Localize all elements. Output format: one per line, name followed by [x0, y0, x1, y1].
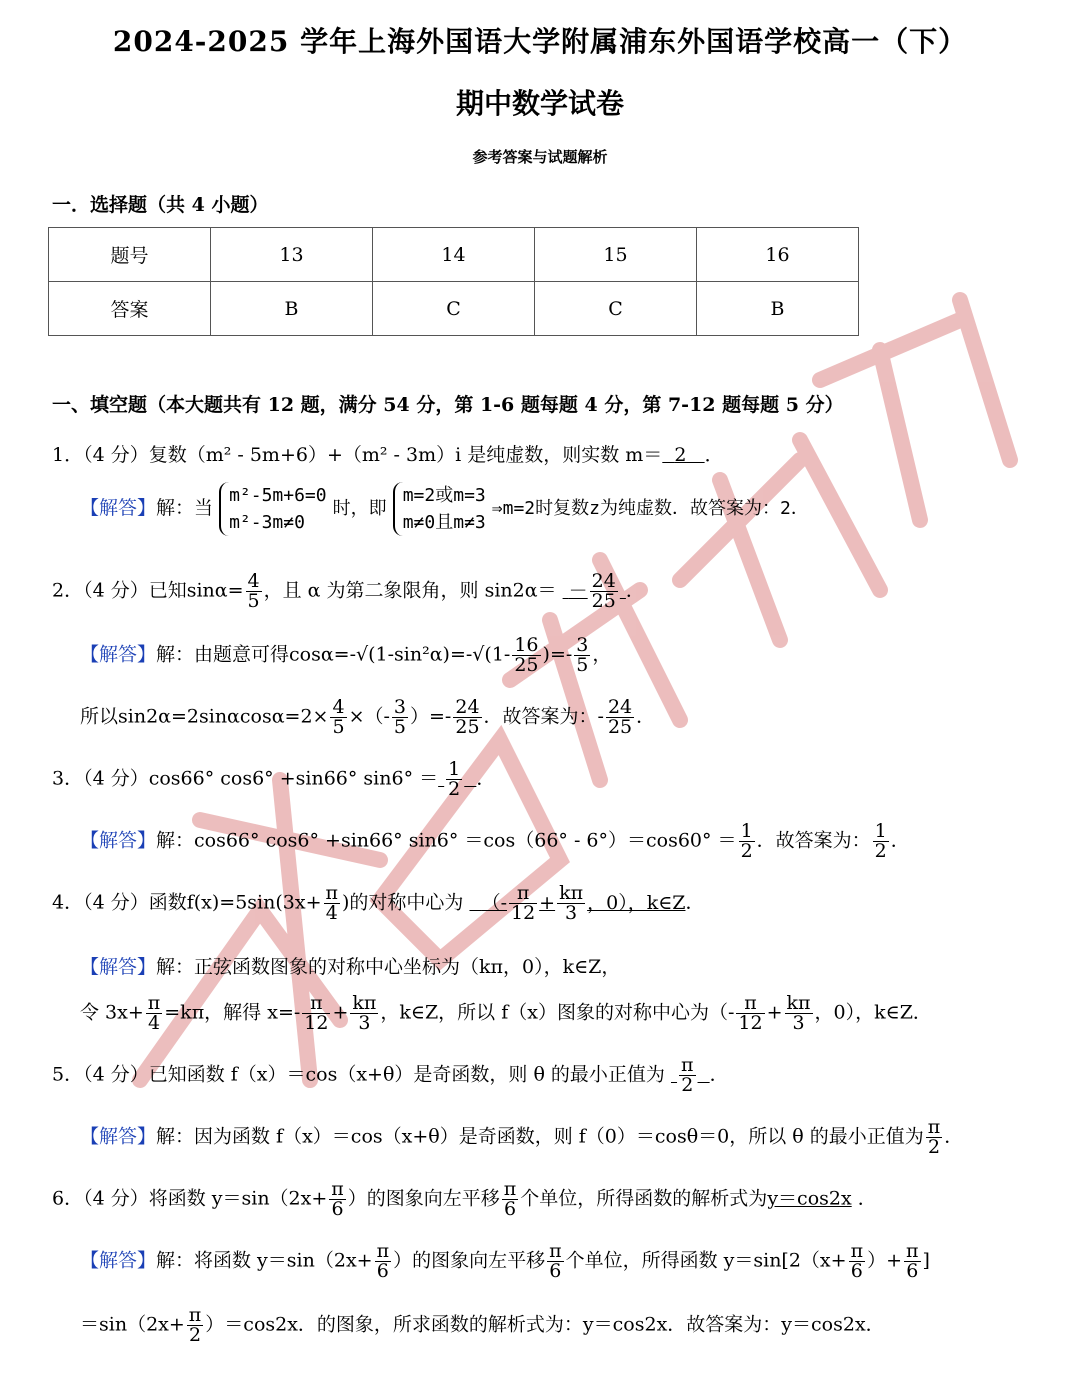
question-6: 6．（4 分）将函数 y＝sin（2x+ $\frac{\pi}{6}$ ）的图象向左平移 $\frac{\pi}{6}$ 个单位，所得函数的解析式为y＝cos2x ． [52, 1178, 877, 1220]
table-row [49, 228, 859, 282]
table-cell: C [373, 282, 535, 336]
solution-label: 【解答】 [80, 1125, 157, 1148]
question-answer: － $\frac{24}{25}$ [568, 570, 616, 612]
fraction: $\frac{4}{5}$ [332, 696, 345, 738]
solution-label: 【解答】 [80, 643, 157, 666]
section-heading-fill: 一、填空题（本大题共有 12 题，满分 54 分，第 1-6 题每题 4 分，第 7-12 题每题 5 分） [52, 394, 844, 416]
answer-table [48, 227, 859, 336]
table-row [49, 282, 859, 336]
solution-text: )=- [542, 643, 573, 666]
solution-label: 【解答】 [80, 497, 157, 519]
fraction: $\frac{1}{2}$ [874, 820, 887, 862]
equation-system: m²-5m+6=0 m²-3m≠0 [219, 482, 327, 536]
solution-text: ．故答案为： [756, 829, 871, 852]
fraction: $\frac{\pi}{2}$ [188, 1304, 202, 1346]
fraction: $\frac{3}{5}$ [393, 696, 407, 738]
fraction: $\frac{3}{5}$ [576, 634, 589, 676]
solution-4-cont: 令 3x+ $\frac{\pi}{4}$ =kπ，解得 x=- $\frac{\pi}{12}$ + $\frac{k\pi}{3}$ ，k∈Z，所以 f（x）图象的对称中心为（- $\frac{\pi}{12}$ + $\frac{k\pi}{3}$ ，0），k∈Z． [80, 992, 932, 1034]
question-text: 3．（4 分）cos66° cos6° +sin66° sin6° ＝ [52, 767, 439, 790]
solution-text: =kπ，解得 x=- [164, 1001, 301, 1024]
fraction: $\frac{\pi}{6}$ [503, 1178, 517, 1220]
solution-text: ．故答案为：- [483, 705, 604, 728]
table-cell: 题号 [49, 228, 211, 282]
table-cell: 16 [697, 228, 859, 282]
question-4: 4．（4 分）函数f(x)=5sin(3x+ $\frac{\pi}{4}$ )的对称中心为 （- $\frac{\pi}{12}$ + $\frac{k\pi}{3}$ ，0），k∈Z． [52, 882, 705, 924]
table-cell: 14 [373, 228, 535, 282]
solution-text: ，k∈Z，所以 f（x）图象的对称中心为（- [380, 1001, 735, 1024]
fraction: $\frac{4}{5}$ [247, 570, 260, 612]
fraction: $\frac{\pi}{2}$ [927, 1116, 941, 1158]
solution-label: 【解答】 [80, 1249, 157, 1272]
fraction: $\frac{k\pi}{3}$ [786, 992, 811, 1034]
fraction: $\frac{\pi}{12}$ [304, 992, 329, 1034]
solution-4 [80, 952, 620, 979]
page-title: 2024-2025 学年上海外国语大学附属浦东外国语学校高一（下） [112, 25, 968, 58]
table-cell: C [535, 282, 697, 336]
solution-6: 【解答】解：将函数 y＝sin（2x+ $\frac{\pi}{6}$ ）的图象向左平移 $\frac{\pi}{6}$ 个单位，所得函数 y＝sin[2（x+ $\frac{\pi}{6}$ ）+ $\frac{\pi}{6}$ ] [80, 1240, 930, 1282]
question-answer: 2 [674, 444, 687, 466]
question-text: 2．（4 分）已知sinα= [52, 579, 244, 602]
table-cell: 13 [211, 228, 373, 282]
fraction: $\frac{24}{25}$ [455, 696, 480, 738]
solution-text: ＝sin（2x+ [80, 1313, 185, 1336]
solution-text: 解：因为函数 f（x）＝cos（x+θ）是奇函数，则 f（0）＝cosθ＝0，所以 θ 的最小正值为 [156, 1125, 924, 1148]
equation-system: m=2或m=3 m≠0且m≠3 [393, 482, 486, 536]
fraction: $\frac{\pi}{6}$ [850, 1240, 864, 1282]
solution-1 [80, 482, 809, 536]
solution-3: 【解答】解：cos66° cos6° +sin66° sin6° ＝cos（66° - 6°）＝cos60° ＝ $\frac{1}{2}$ ．故答案为： $\frac{1}{2}$ ． [80, 820, 910, 862]
question-text: ）的图象向左平移 [347, 1187, 500, 1210]
solution-5: 【解答】解：因为函数 f（x）＝cos（x+θ）是奇函数，则 f（0）＝cosθ＝0，所以 θ 的最小正值为 $\frac{\pi}{2}$ ． [80, 1116, 964, 1158]
solution-text: 解：正弦函数图象的对称中心坐标为（kπ，0），k∈Z， [156, 956, 621, 978]
question-answer: （- $\frac{\pi}{12}$ + $\frac{k\pi}{3}$ ，0），k∈Z [481, 882, 686, 924]
fraction: $\frac{\pi}{6}$ [331, 1178, 344, 1220]
fraction: $\frac{\pi}{6}$ [376, 1240, 390, 1282]
fraction: $\frac{\pi}{12}$ [738, 992, 763, 1034]
solution-text: ）+ [867, 1249, 902, 1272]
fraction: $\frac{\pi}{6}$ [549, 1240, 562, 1282]
table-cell: B [211, 282, 373, 336]
question-answer: $\frac{\pi}{2}$ [681, 1054, 694, 1096]
solution-text: 解：由题意可得cosα=-√(1-sin²α)=-√(1- [156, 643, 511, 666]
solution-text: 解：cos66° cos6° +sin66° sin6° ＝cos（66° - 6°）＝cos60° ＝ [156, 829, 737, 852]
solution-text: 解：将函数 y＝sin（2x+ [156, 1249, 373, 1272]
fraction: $\frac{k\pi}{3}$ [352, 992, 377, 1034]
question-5: 5．（4 分）已知函数 f（x）＝cos（x+θ）是奇函数，则 θ 的最小正值为 $\frac{\pi}{2}$ ． [52, 1054, 729, 1096]
fraction: $\frac{\pi}{6}$ [906, 1240, 919, 1282]
question-text: 6．（4 分）将函数 y＝sin（2x+ [52, 1187, 328, 1210]
fraction: $\frac{16}{25}$ [514, 634, 539, 676]
solution-text: 个单位，所得函数 y＝sin[2（x+ [565, 1249, 847, 1272]
solution-label: 【解答】 [80, 829, 157, 852]
solution-label: 【解答】 [80, 956, 157, 978]
question-answer: $\frac{1}{2}$ [448, 758, 461, 800]
question-text: 4．（4 分）函数f(x)=5sin(3x+ [52, 891, 322, 914]
page-subtitle: 参考答案与试题解析 [472, 148, 608, 166]
solution-text: ）＝cos2x．的图象，所求函数的解析式为：y＝cos2x．故答案为：y＝cos2x． [205, 1313, 885, 1336]
section-heading-choice: 一．选择题（共 4 小题） [52, 194, 269, 216]
solution-text: 所以sin2α=2sinαcosα=2× [80, 705, 329, 728]
solution-text: ⇒m=2时复数z为纯虚数．故答案为：2． [491, 498, 809, 519]
question-text: 5．（4 分）已知函数 f（x）＝cos（x+θ）是奇函数，则 θ 的最小正值为 [52, 1063, 665, 1086]
fraction: $\frac{24}{25}$ [607, 696, 633, 738]
table-cell: 答案 [49, 282, 211, 336]
question-text: )的对称中心为 [342, 891, 464, 914]
question-2: 2．（4 分）已知sinα= $\frac{4}{5}$ ，且 α 为第二象限角，则 sin2α＝ － $\frac{24}{25}$ ． [52, 570, 645, 612]
fraction: $\frac{\pi}{4}$ [147, 992, 161, 1034]
fraction: $\frac{1}{2}$ [740, 820, 753, 862]
question-3: 3．（4 分）cos66° cos6° +sin66° sin6° ＝ $\frac{1}{2}$ ． [52, 758, 496, 800]
solution-2: 【解答】解：由题意可得cosα=-√(1-sin²α)=-√(1- $\frac{16}{25}$ )=- $\frac{3}{5}$ ， [80, 634, 612, 676]
solution-6-cont [80, 1306, 885, 1345]
page-title-line2: 期中数学试卷 [455, 87, 624, 120]
solution-text: 解：当 [156, 497, 214, 519]
question-text: ，且 α 为第二象限角，则 sin2α＝ [263, 579, 557, 602]
fraction: $\frac{\pi}{4}$ [325, 882, 338, 924]
question-text: 1．（4 分）复数（m² - 5m+6）+（m² - 3m）i 是纯虚数，则实数 m＝ [52, 444, 663, 466]
question-1: 1．（4 分）复数（m² - 5m+6）+（m² - 3m）i 是纯虚数，则实数 m＝ 2 ． [52, 444, 724, 466]
table-cell: B [697, 282, 859, 336]
solution-text: ×（- [348, 705, 390, 728]
question-text: 个单位，所得函数的解析式为 [520, 1187, 768, 1210]
table-cell: 15 [535, 228, 697, 282]
solution-text: 时，即 [332, 498, 387, 519]
solution-text: ）=- [410, 705, 452, 728]
solution-text: ）的图象向左平移 [393, 1249, 546, 1272]
solution-2-cont: 所以sin2α=2sinαcosα=2× $\frac{4}{5}$ ×（- $\frac{3}{5}$ ）=- $\frac{24}{25}$ ．故答案为：- $\frac{24}{25}$ ． [80, 696, 656, 738]
question-answer: y＝cos2x [767, 1187, 852, 1210]
solution-text: 令 3x+ [80, 1001, 144, 1024]
